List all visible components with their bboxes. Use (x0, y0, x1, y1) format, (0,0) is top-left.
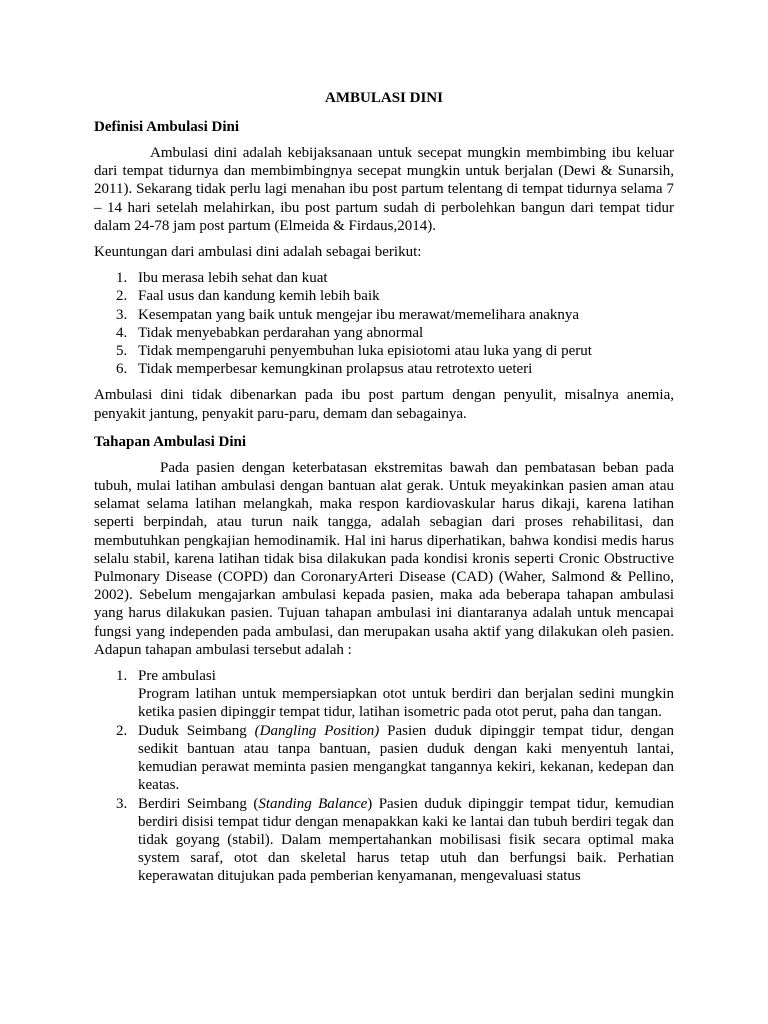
list-text: Tidak memperbesar kemungkinan prolapsus atau retrotexto ueteri (138, 361, 533, 378)
list-text: Faal usus dan kandung kemih lebih baik (138, 288, 380, 305)
list-text: Ibu merasa lebih sehat dan kuat (138, 270, 328, 287)
list-item (94, 269, 674, 287)
list-number: 6. (116, 361, 128, 378)
list-number: 4. (116, 324, 128, 341)
step-italic-term: Standing Balance (258, 795, 368, 812)
contraindication-paragraph: Ambulasi dini tidak dibenarkan pada ibu post partum dengan penyulit, misalnya anemia, penyakit jantung, penyakit paru-paru, demam dan sebagainya. (94, 387, 674, 422)
list-text: Kesempatan yang baik untuk mengejar ibu merawat/memelihara anaknya (138, 306, 580, 323)
list-number: 1. (116, 668, 128, 685)
step-text: Program latihan untuk mempersiapkan otot untuk berdiri dan berjalan sedini mungkin ketika pasien dipinggir tempat tidur, latihan isometric pada otot perut, paha dan tangan. (138, 686, 674, 721)
list-item (94, 722, 674, 795)
step-title: Pre ambulasi (138, 668, 216, 685)
list-item (94, 342, 674, 360)
list-number: 1. (116, 270, 128, 287)
step-text: ) Pasien duduk dipinggir tempat tidur, kemudian berdiri disisi tempat tidur dengan menapakkan kaki ke lantai dan tubuh berdiri tegak dan tidak goyang (stabil). Dalam mempertahankan mobilisasi fisik secara optimal maka system saraf, otot dan skeletal harus tetap utuh dan berfungsi baik. Perhatian keperawatan ditujukan pada pemberian kenyamanan, mengevaluasi status (138, 795, 674, 885)
list-item (94, 306, 674, 324)
list-text: Tidak mempengaruhi penyembuhan luka episiotomi atau luka yang di perut (138, 343, 592, 360)
list-number: 2. (116, 722, 128, 739)
section-heading-tahapan: Tahapan Ambulasi Dini (94, 433, 247, 450)
keuntungan-intro: Keuntungan dari ambulasi dini adalah sebagai berikut: (94, 244, 422, 261)
step-text: Pasien duduk dipinggir tempat tidur, dengan sedikit bantuan atau tanpa bantuan, pasien duduk dengan kaki menyentuh lantai, kemudian perawat meminta pasien mengangkat tangannya kekiri, kekanan, kedepan dan keatas. (138, 722, 674, 794)
list-number: 5. (116, 343, 128, 360)
list-number: 3. (116, 795, 128, 812)
list-item (94, 667, 674, 722)
step-lead: Berdiri Seimbang ( (138, 795, 259, 812)
list-item (94, 287, 674, 305)
step-italic-term: (Dangling Position) (254, 722, 380, 739)
list-number: 3. (116, 306, 128, 323)
list-item (94, 360, 674, 378)
list-text: Tidak menyebabkan perdarahan yang abnormal (138, 324, 424, 341)
list-number: 2. (116, 288, 128, 305)
step-lead: Duduk Seimbang (138, 722, 255, 739)
list-item (94, 795, 674, 886)
definisi-paragraph: Ambulasi dini adalah kebijaksanaan untuk secepat mungkin membimbing ibu keluar dari tempat tidurnya dan membimbingnya secepat mungkin untuk berjalan (Dewi & Sunarsih, 2011). Sekarang tidak perlu lagi menahan ibu post partum telentang di tempat tidurnya selama 7 – 14 hari setelah melahirkan, ibu post partum sudah di perbolehkan bangun dari tempat tidur dalam 24-78 jam post partum (Elmeida & Firdaus,2014). (94, 145, 674, 234)
list-item (94, 324, 674, 342)
keuntungan-list (94, 269, 674, 378)
tahapan-paragraph: Pada pasien dengan keterbatasan ekstremitas bawah dan pembatasan beban pada tubuh, mulai latihan ambulasi dengan bantuan alat gerak. Untuk meyakinkan pasien aman atau selamat selama latihan melangkah, maka respon kardiovaskular harus dikaji, karena latihan seperti berpindah, atau turun naik tangga, adalah sebagian dari proses rehabilitasi, dan membutuhkan pengkajian hemodinamik. Hal ini harus diperhatikan, bahwa kondisi medis harus selalu stabil, karena latihan tidak bisa dilakukan pada kondisi kronis seperti Cronic Obstructive Pulmonary Disease (COPD) dan CoronaryArteri Disease (CAD) (Waher, Salmond & Pellino, 2002). Sebelum mengajarkan ambulasi kepada pasien, maka ada beberapa tahapan ambulasi yang harus dilakukan pasien. Tujuan tahapan ambulasi ini diantaranya adalah untuk mencapai fungsi yang independen pada ambulasi, dan merupakan usaha aktif yang dilakukan oleh pasien. Adapun tahapan ambulasi tersebut adalah : (94, 459, 674, 658)
section-heading-definisi: Definisi Ambulasi Dini (94, 119, 240, 135)
document-title: AMBULASI DINI (325, 90, 443, 106)
tahapan-list (94, 667, 674, 885)
